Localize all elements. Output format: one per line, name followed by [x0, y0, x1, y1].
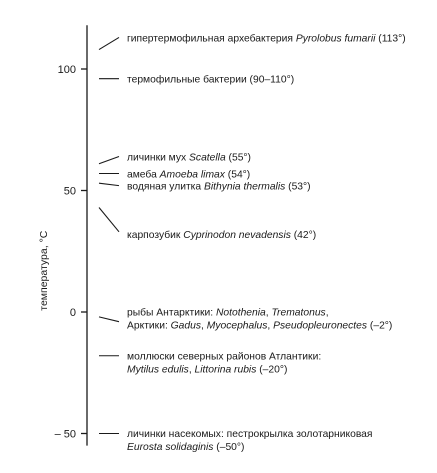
annotation-fragment: термофильные бактерии (90–110°): [127, 74, 295, 86]
annotation-fragment: Арктики:: [127, 320, 171, 332]
annotation-text: [127, 429, 372, 440]
annotation-fragment: ,: [188, 364, 195, 376]
annotation-fragment: (–2°): [367, 320, 393, 332]
leader-line: [99, 156, 119, 163]
tick-label: 50: [63, 185, 76, 198]
annotation-fragment: личинки мух: [127, 152, 190, 164]
species-name: Notothenia: [215, 307, 266, 319]
annotation-fragment: моллюски северных районов Атлантики:: [127, 351, 322, 363]
annotation-molluscs: [99, 351, 321, 375]
annotation-antarctic-fish: [99, 307, 392, 332]
annotation-fragment: гипертермофильная архебактерия: [127, 33, 296, 45]
species-name: Bithynia thermalis: [204, 181, 286, 193]
annotation-bithynia: [99, 182, 311, 193]
annotation-fragment: ,: [265, 307, 272, 319]
organism-annotations: [99, 32, 406, 453]
species-name: Pseudopleuronectes: [273, 320, 368, 332]
species-name: Trematonus: [271, 307, 326, 319]
tick-label: 100: [57, 64, 76, 76]
annotation-eurosta: [99, 429, 372, 453]
leader-line: [99, 208, 119, 232]
annotation-fragment: личинки насекомых: пестрокрылка золотарниковая: [127, 429, 373, 441]
annotation-text: [127, 152, 251, 163]
species-name: Mytilus edulis: [127, 364, 189, 376]
species-name: Scatella: [189, 152, 226, 164]
annotation-scatella: [99, 152, 251, 163]
annotation-thermophiles: [99, 74, 294, 86]
annotation-fragment: (53°): [285, 181, 311, 193]
leader-line: [99, 317, 119, 322]
annotation-fragment: рыбы Антарктики:: [127, 307, 216, 319]
species-name: Gadus: [170, 320, 202, 332]
annotation-pyrolobus: [99, 32, 406, 49]
annotation-text: [127, 32, 406, 44]
species-name: Cyprinodon nevadensis: [183, 230, 291, 242]
annotation-fragment: ,: [201, 320, 207, 332]
annotation-text: [127, 321, 392, 332]
annotation-cyprinodon: [99, 208, 316, 242]
annotation-fragment: карпозубик: [127, 230, 184, 242]
species-name: Amoeba limax: [159, 169, 225, 181]
annotation-fragment: ,: [267, 320, 274, 332]
axis-title: температура, °С: [38, 230, 50, 311]
annotation-text: [127, 74, 294, 86]
species-name: Littorina rubis: [194, 364, 257, 376]
annotation-text: [127, 168, 250, 180]
annotation-fragment: водяная улитка: [127, 181, 205, 193]
annotation-text: [127, 351, 321, 362]
annotation-amoeba: [99, 168, 250, 180]
annotation-fragment: амеба: [127, 169, 160, 181]
tick-label: – 50: [54, 428, 76, 441]
tick-label: 0: [69, 307, 76, 319]
temperature-axis: [38, 25, 87, 445]
species-name: Myocephalus: [206, 320, 268, 332]
leader-line: [99, 37, 119, 49]
annotation-text: [127, 307, 329, 319]
annotation-fragment: (42°): [290, 230, 317, 242]
annotation-text: [127, 442, 244, 453]
species-name: Pyrolobus fumarii: [295, 33, 376, 45]
annotation-text: [127, 364, 287, 375]
leader-line: [99, 183, 119, 185]
annotation-fragment: (–50°): [213, 442, 245, 454]
annotation-fragment: (113°): [375, 33, 406, 45]
annotation-fragment: ,: [325, 307, 329, 319]
annotation-fragment: (55°): [225, 152, 251, 164]
annotation-fragment: (54°): [224, 169, 251, 181]
annotation-text: [127, 182, 311, 193]
species-name: Eurosta solidaginis: [127, 442, 214, 454]
annotation-text: [127, 229, 316, 241]
annotation-fragment: (–20°): [256, 364, 288, 376]
